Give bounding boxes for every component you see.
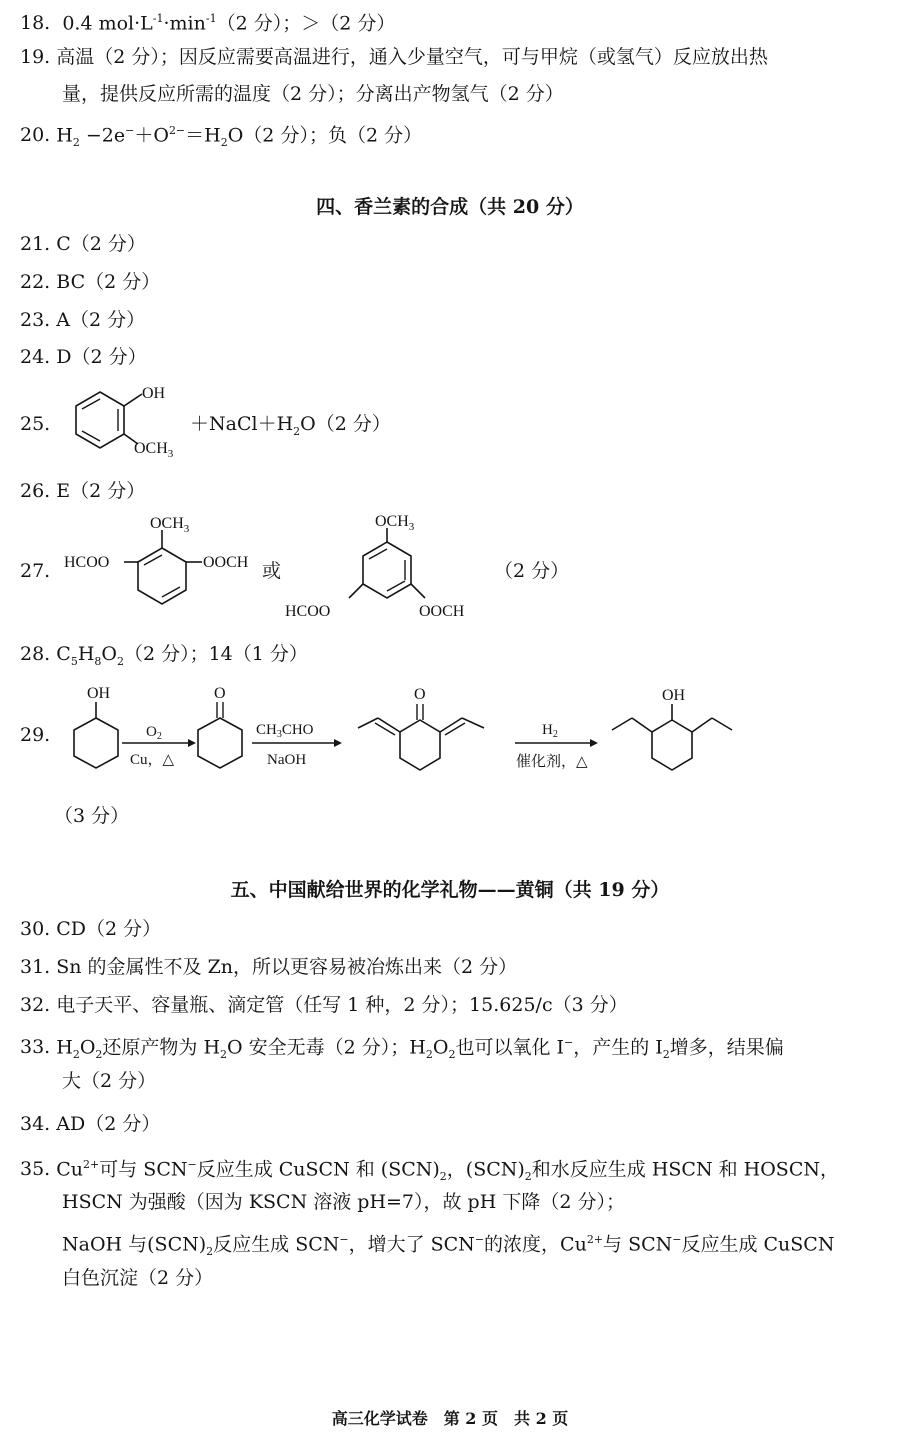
guaiacol-structure (60, 378, 200, 468)
o2-reagent: $O_2$ (146, 724, 162, 742)
formate-right-label: OOCH (203, 554, 249, 571)
section-4-title: 四、香兰素的合成（共 20 分） (316, 196, 584, 218)
synthesis-route (60, 680, 780, 790)
section-5-title: 五、中国献给世界的化学礼物——黄铜（共 19 分） (230, 879, 670, 901)
methoxy-label-2: $OCH_3$ (375, 513, 415, 533)
o-label-2: O (414, 686, 426, 703)
answer-29-number: 29. (20, 724, 51, 746)
answer-33-cont: 大（2 分） (62, 1070, 157, 1092)
answer-25-text: $+NaCl+H_2O(2$ 分） (190, 413, 391, 438)
oh-label: OH (142, 385, 166, 402)
answer-21: 21. C（2 分） (20, 233, 146, 255)
answer-35: 35. $Cu^{2+}$可与 SCN−反应生成 CuSCN 和 $(SCN)_2$，$(SCN)_2$和水反应生成 HSCN 和 HOSCN， (20, 1158, 839, 1184)
h2-reagent: $H_2$ (542, 722, 558, 740)
answer-27-number: 27. (20, 560, 51, 582)
answer-35-line3: NaOH 与$(SCN)_2$反应生成 SCN−，增大了 SCN−的浓度，$Cu^{2+}$与 SCN−反应生成 CuSCN (62, 1233, 835, 1259)
methoxy-label: $OCH_3$ (150, 515, 190, 535)
answer-34: 34. AD（2 分） (20, 1113, 161, 1135)
answer-28: 28. $C_5H_8O_2(2$ 分）；14（1 分） (20, 643, 308, 668)
answer-23: 23. A（2 分） (20, 309, 146, 331)
page-footer: 高三化学试卷 第 2 页 共 2 页 (331, 1409, 569, 1428)
acetaldehyde-reagent: $CH_3CHO$ (256, 722, 314, 740)
answer-19: 19. 高温（2 分）；因反应需要高温进行，通入少量空气，可与甲烷（或氢气）反应放出热 (20, 46, 768, 68)
isomer-1-structure (62, 512, 292, 622)
or-word: 或 (262, 560, 282, 582)
formate-left-label-2: HCOO (285, 603, 331, 620)
formate-right-label-2: OOCH (419, 603, 465, 620)
och3-label: $OCH_3$ (134, 440, 174, 460)
o-label-1: O (214, 685, 226, 702)
answer-32: 32. 电子天平、容量瓶、滴定管（任写 1 种，2 分）；15.625/c（3 分） (20, 994, 628, 1016)
answer-24: 24. D（2 分） (20, 346, 147, 368)
answer-35-line2: HSCN 为强酸（因为 KSCN 溶液 pH=7），故 pH 下降（2 分）； (62, 1191, 625, 1213)
answer-31: 31. Sn 的金属性不及 Zn，所以更容易被冶炼出来（2 分） (20, 956, 518, 978)
answer-30: 30. CD（2 分） (20, 918, 162, 940)
oh-label-1: OH (87, 685, 111, 702)
isomer-2-structure (283, 512, 483, 632)
answer-27-score: （2 分） (494, 560, 570, 582)
answer-29-score: （3 分） (54, 805, 130, 827)
answer-18: 18. 0.4 $mol\cdot L^{-1}\cdot\min^{-1}(2$ 分）；＞（2 分） (20, 12, 396, 35)
answer-22: 22. BC（2 分） (20, 271, 161, 293)
cu-condition: Cu，△ (130, 752, 175, 768)
answer-35-line4: 白色沉淀（2 分） (62, 1267, 214, 1289)
answer-19-cont: 量，提供反应所需的温度（2 分）；分离出产物氢气（2 分） (62, 83, 564, 105)
answer-25-number: 25. (20, 413, 51, 435)
catalyst-condition: 催化剂，△ (516, 754, 588, 770)
answer-33: 33. $H_2O_2$还原产物为 $H_2O$ 安全无毒（2 分）；$H_2O_2$也可以氧化 I−，产生的 $I_2$增多，结果偏 (20, 1036, 784, 1062)
formate-left-label: HCOO (64, 554, 110, 571)
answer-26: 26. E（2 分） (20, 480, 146, 502)
answer-20: 20. $H_2 -2e^-+O^{2-}=H_2O(2$ 分）；负（2 分） (20, 124, 423, 150)
naoh-condition: NaOH (267, 752, 307, 768)
oh-label-2: OH (662, 687, 686, 704)
